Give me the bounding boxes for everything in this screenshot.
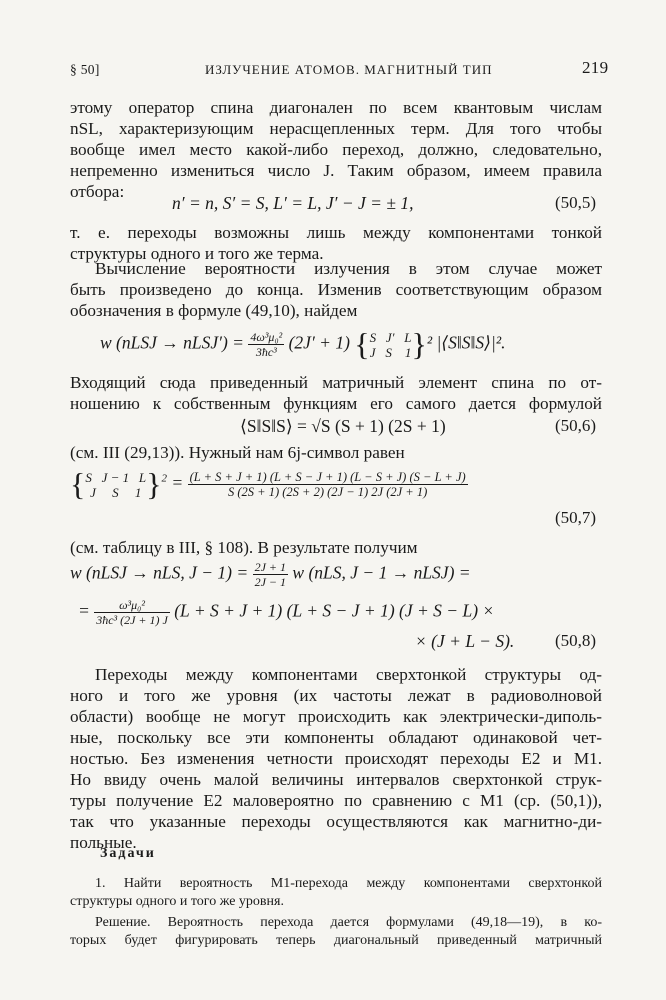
text-line: Переходы между компонентами сверхтонкой структуры од- bbox=[95, 665, 602, 684]
frac-numerator: 2J + 1 bbox=[254, 560, 287, 574]
equation-w-probability bbox=[100, 326, 505, 363]
text-line: ного и того же уровня (их частоты лежат в радиоволновой bbox=[70, 686, 602, 705]
eq-fraction bbox=[248, 330, 284, 359]
eq-mid: (2J′ + 1) bbox=[288, 332, 350, 353]
symbol-bottom-row: J S 1 bbox=[90, 484, 142, 500]
frac-numerator: ω³μ₀² bbox=[94, 598, 170, 613]
text-line: области) вообще не могут происходить как электрически-диполь- bbox=[70, 707, 602, 726]
left-brace: { bbox=[70, 466, 86, 502]
six-j-symbol bbox=[85, 470, 146, 500]
eq-lhs: w (nLSJ → nLSJ′) = bbox=[100, 332, 244, 353]
symbol-top-row: S J − 1 L bbox=[85, 469, 147, 485]
text-line: ные, поскольку все эти компоненты обладают одинаковой чет- bbox=[70, 728, 602, 747]
text-line: так что указанные переходы осуществляются как магнитно-ди- bbox=[70, 812, 602, 831]
equation-number: (50,5) bbox=[555, 193, 597, 212]
running-title: ИЗЛУЧЕНИЕ АТОМОВ. МАГНИТНЫЙ ТИП bbox=[205, 62, 493, 77]
text-line: т. е. переходы возможны лишь между компонентами тонкой bbox=[70, 223, 602, 242]
problem-text-line: структуры одного и того же уровня. bbox=[70, 894, 284, 909]
right-brace: } bbox=[411, 326, 427, 362]
right-brace: } bbox=[146, 466, 162, 502]
text-line: вообще имел место какой-либо переход, должно, следовательно, bbox=[70, 140, 602, 159]
eq-rhs: (L + S + J + 1) (L + S − J + 1) (J + S − L) × bbox=[174, 600, 495, 621]
equation-50-6: ⟨S‖S‖S⟩ = √S (S + 1) (2S + 1) bbox=[240, 416, 446, 436]
problems-heading: Задачи bbox=[100, 846, 156, 861]
frac-denominator: 3ħc³ (2J + 1) J bbox=[96, 613, 168, 627]
equation-number: (50,7) bbox=[555, 508, 597, 527]
six-j-symbol bbox=[370, 330, 412, 360]
eq-lhs: w (nLSJ → nLS, J − 1) = bbox=[70, 562, 249, 583]
equation-number: (50,8) bbox=[555, 631, 597, 650]
text-line: польные. bbox=[70, 833, 137, 852]
text-line: Вычисление вероятности излучения в этом случае может bbox=[95, 259, 602, 278]
text-line: туры получение E2 маловероятно по сравнению с M1 (ср. (50,1)), bbox=[70, 791, 602, 810]
text-line: nSL, характеризующим нерасщепленных терм. Для того чтобы bbox=[70, 119, 602, 138]
equation-50-8-line3: × (J + L − S). bbox=[415, 631, 515, 651]
equation-50-8-line2: = $\frac{\text{ω³μ₀²}}{\text{3ħc³ (2J + 1) J}}$ (L + S + J + 1) (L + S − J + 1) (J + S − L) × bbox=[78, 598, 495, 627]
equation-50-8-line1 bbox=[70, 560, 471, 589]
solution-text-line: торых будет фигурировать теперь диагональный приведенный матричный bbox=[70, 933, 602, 948]
text-line: (см. III (29,13)). Нужный нам 6j-символ равен bbox=[70, 443, 405, 462]
text-line: отбора: bbox=[70, 182, 125, 201]
text-line: Но ввиду очень малой величины интервалов сверхтонкой струк- bbox=[70, 770, 602, 789]
text-line: ностью. Без изменения четности происходят переходы E2 и M1. bbox=[70, 749, 602, 768]
eq-rhs: w (nLS, J − 1 → nLSJ) = bbox=[292, 562, 471, 583]
frac-numerator: (L + S + J + 1) (L + S − J + 1) (L − S + J) (S − L + J) bbox=[189, 470, 466, 484]
exponent: 2 bbox=[161, 472, 167, 485]
text-line: ношению к собственным функциям его самого дается формулой bbox=[70, 394, 602, 413]
eq-fraction bbox=[94, 598, 170, 627]
frac-denominator: S (2S + 1) (2S + 2) (2J − 1) 2J (2J + 1) bbox=[227, 485, 428, 499]
symbol-bottom-row: J S 1 bbox=[369, 344, 412, 360]
equation-number: (50,6) bbox=[555, 416, 597, 435]
text-line: Входящий сюда приведенный матричный элемент спина по от- bbox=[70, 373, 602, 392]
eq-rhs: ² |⟨S‖S‖S⟩|². bbox=[426, 332, 506, 353]
frac-denominator: 2J − 1 bbox=[254, 575, 287, 589]
frac-denominator: 3ħc³ bbox=[255, 345, 277, 359]
left-brace: { bbox=[354, 326, 370, 362]
text-line: обозначения в формуле (49,10), найдем bbox=[70, 301, 358, 320]
eq-fraction bbox=[188, 470, 468, 499]
text-line: быть произведено до конца. Изменив соответствующим образом bbox=[70, 280, 602, 299]
text-line: (см. таблицу в III, § 108). В результате получим bbox=[70, 538, 418, 557]
frac-numerator: 4ω³μ₀² bbox=[250, 330, 283, 344]
page-number: 219 bbox=[582, 58, 609, 77]
text-line: этому оператор спина диагонален по всем квантовым числам bbox=[70, 98, 602, 117]
text-line: структуры одного и того же терма. bbox=[70, 244, 324, 263]
problem-text-line: 1. Найти вероятность M1-перехода между компонентами сверхтонкой bbox=[95, 876, 602, 891]
solution-text-line: Решение. Вероятность перехода дается формулами (49,18—19), в ко- bbox=[95, 915, 602, 930]
equation-50-7: { S J − 1 L J S 1 }$^2$ = $\frac{(L + S + J + 1) (L + S - J + 1) (L - S + J) (S - L + J)}{S (2S + 1) (2S + 2) (2J - 1) 2J (2J + 1)}$ bbox=[70, 466, 466, 502]
section-marker: § 50] bbox=[70, 62, 100, 77]
eq-fraction bbox=[253, 560, 288, 589]
text-line: непременно измениться число J. Таким образом, имеем правила bbox=[70, 161, 602, 180]
equation-50-5: n′ = n, S′ = S, L′ = L, J′ − J = ± 1, bbox=[172, 193, 414, 213]
symbol-top-row: S J′ L bbox=[369, 329, 412, 345]
